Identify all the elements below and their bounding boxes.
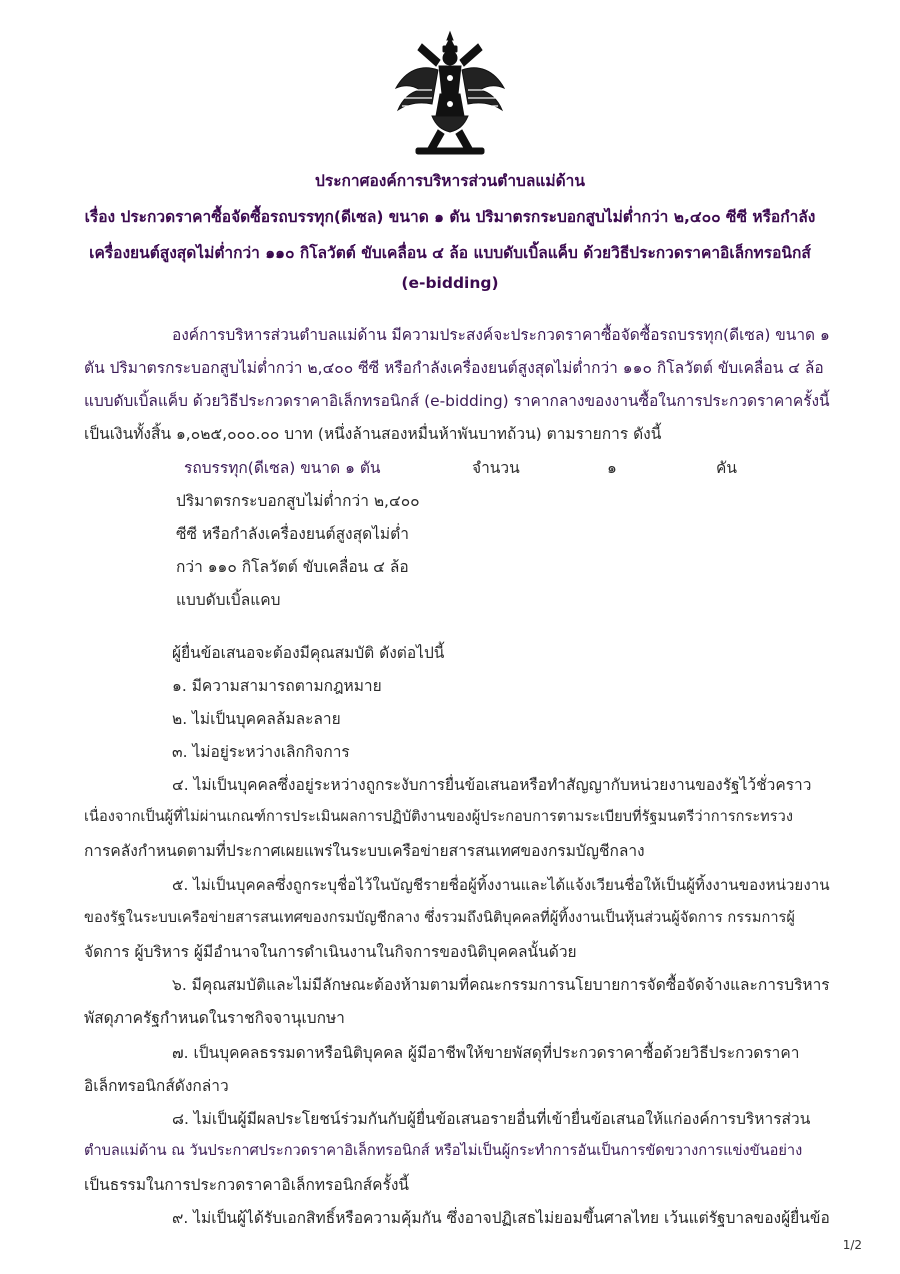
qualification-line: ๕. ไม่เป็นบุคคลซึ่งถูกระบุชื่อไว้ในบัญชีรายชื่อผู้ทิ้งงานและได้แจ้งเวียนชื่อให้เป็นผู้ทิ้งงานของหน่วยงาน [172, 876, 830, 894]
item-unit: คัน [716, 459, 737, 477]
qualification-line: อิเล็กทรอนิกส์ดังกล่าว [84, 1077, 229, 1095]
qualification-line: ๖. มีคุณสมบัติและไม่มีลักษณะต้องห้ามตามที่คณะกรรมการนโยบายการจัดซื้อจัดจ้างและการบริหาร [172, 976, 830, 994]
intro-line: ตัน ปริมาตรกระบอกสูบไม่ต่ำกว่า ๒,๔๐๐ ซีซี หรือกำลังเครื่องยนต์สูงสุดไม่ต่ำกว่า ๑๑๐ กิโลวัตต์ ขับเคลื่อน ๔ ล้อ [84, 359, 824, 377]
qualification-line: การคลังกำหนดตามที่ประกาศเผยแพร่ในระบบเครือข่ายสารสนเทศของกรมบัญชีกลาง [84, 842, 645, 860]
item-name-line: ซีซี หรือกำลังเครื่องยนต์สูงสุดไม่ต่ำ [176, 525, 409, 543]
subject-line: (e-bidding) [401, 274, 499, 292]
item-qty: ๑ [607, 459, 617, 477]
subject-line: เครื่องยนต์สูงสุดไม่ต่ำกว่า ๑๑๐ กิโลวัตต์ ขับเคลื่อน ๔ ล้อ แบบดับเบิ้ลแค็บ ด้วยวิธีประกวดราคาอิเล็กทรอนิกส์ [89, 244, 811, 262]
subject-line: เรื่อง ประกวดราคาซื้อจัดซื้อรถบรรทุก(ดีเซล) ขนาด ๑ ตัน ปริมาตรกระบอกสูบไม่ต่ำกว่า ๒,๔๐๐ ซีซี หรือกำลัง [84, 208, 816, 226]
qualification-line: ๔. ไม่เป็นบุคคลซึ่งอยู่ระหว่างถูกระงับการยื่นข้อเสนอหรือทำสัญญากับหน่วยงานของรัฐไว้ชั่วคราว [172, 776, 812, 794]
qualification-line: จัดการ ผู้บริหาร ผู้มีอำนาจในการดำเนินงานในกิจการของนิติบุคคลนั้นด้วย [84, 943, 577, 961]
intro-line: องค์การบริหารส่วนตำบลแม่ด้าน มีความประสงค์จะประกวดราคาซื้อจัดซื้อรถบรรทุก(ดีเซล) ขนาด ๑ [172, 326, 830, 344]
qualification-line: ๙. ไม่เป็นผู้ได้รับเอกสิทธิ์หรือความคุ้มกัน ซึ่งอาจปฏิเสธไม่ยอมขึ้นศาลไทย เว้นแต่รัฐบาลของผู้ยื่นข้อ [172, 1209, 830, 1227]
qualification-line: เป็นธรรมในการประกวดราคาอิเล็กทรอนิกส์ครั้งนี้ [84, 1176, 410, 1194]
qualification-line: พัสดุภาครัฐกำหนดในราชกิจจานุเบกษา [84, 1009, 345, 1027]
item-name-line: แบบดับเบิ้ลแคบ [176, 591, 281, 609]
item-name-line: กว่า ๑๑๐ กิโลวัตต์ ขับเคลื่อน ๔ ล้อ [176, 558, 409, 576]
qualifications-heading: ผู้ยื่นข้อเสนอจะต้องมีคุณสมบัติ ดังต่อไปนี้ [172, 644, 445, 662]
item-qty-label: จำนวน [472, 459, 520, 477]
item-name-line: รถบรรทุก(ดีเซล) ขนาด ๑ ตัน [184, 459, 381, 477]
announcement-title: ประกาศองค์การบริหารส่วนตำบลแม่ด้าน [315, 172, 585, 190]
qualification-line: ๘. ไม่เป็นผู้มีผลประโยชน์ร่วมกันกับผู้ยื่นข้อเสนอรายอื่นที่เข้ายื่นข้อเสนอให้แก่องค์การบริหารส่วน [172, 1110, 811, 1128]
announcement-header [60, 168, 840, 298]
qualification-line: ๑. มีความสามารถตามกฎหมาย [172, 677, 382, 695]
page-number: 1/2 [842, 1238, 862, 1252]
qualification-line: ๒. ไม่เป็นบุคคลล้มละลาย [172, 710, 341, 728]
qualification-line: เนื่องจากเป็นผู้ที่ไม่ผ่านเกณฑ์การประเมินผลการปฏิบัติงานของผู้ประกอบการตามระเบียบที่รัฐมนตรีว่าการกระทรวง [84, 808, 793, 825]
qualification-line: ๗. เป็นบุคคลธรรมดาหรือนิติบุคคล ผู้มีอาชีพให้ขายพัสดุที่ประกวดราคาซื้อด้วยวิธีประกวดราคา [172, 1044, 800, 1062]
intro-line: เป็นเงินทั้งสิ้น ๑,๐๒๕,๐๐๐.๐๐ บาท (หนึ่งล้านสองหมื่นห้าพันบาทถ้วน) ตามรายการ ดังนี้ [84, 425, 662, 443]
qualification-line: ๓. ไม่อยู่ระหว่างเลิกกิจการ [172, 743, 350, 761]
item-name-line: ปริมาตรกระบอกสูบไม่ต่ำกว่า ๒,๔๐๐ [176, 492, 420, 510]
intro-line: แบบดับเบิ้ลแค็บ ด้วยวิธีประกวดราคาอิเล็กทรอนิกส์ (e-bidding) ราคากลางของงานซื้อในการประกวดราคาครั้งนี้ [84, 392, 830, 410]
qualification-line: ของรัฐในระบบเครือข่ายสารสนเทศของกรมบัญชีกลาง ซึ่งรวมถึงนิติบุคคลที่ผู้ทิ้งงานเป็นหุ้นส่วนผู้จัดการ กรรมการผู้ [84, 909, 795, 926]
qualification-line: ตำบลแม่ด้าน ณ วันประกาศประกวดราคาอิเล็กทรอนิกส์ หรือไม่เป็นผู้กระทำการอันเป็นการขัดขวางการแข่งขันอย่าง [84, 1142, 803, 1159]
garuda-emblem [392, 30, 508, 158]
